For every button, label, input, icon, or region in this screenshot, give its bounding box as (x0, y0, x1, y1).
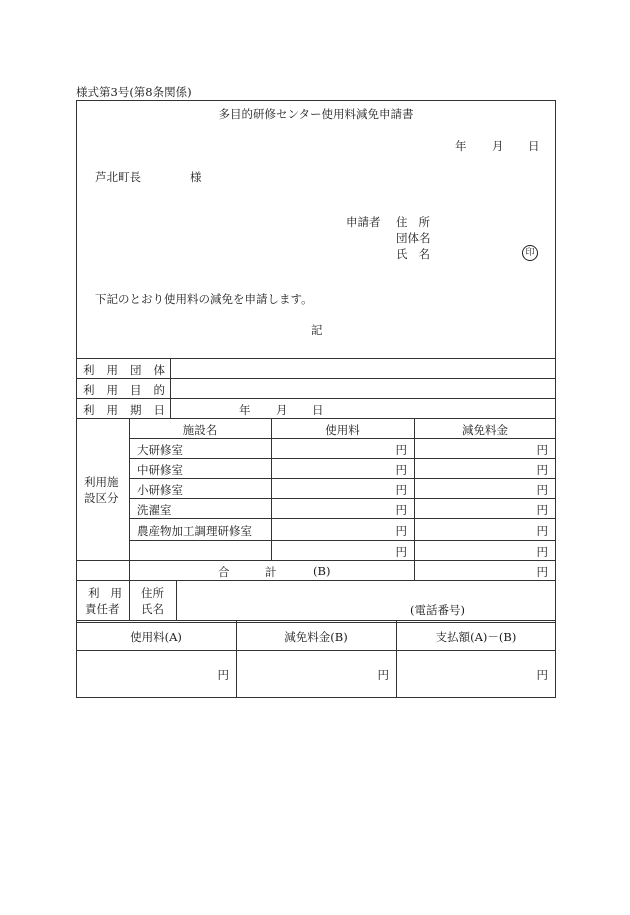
fee-unit: 円 (395, 545, 407, 559)
header-reduction: 減免料金 (462, 423, 508, 437)
facility-section-label: 利用施 設区分 (84, 475, 119, 505)
divider (129, 458, 556, 459)
facility-name: 洗濯室 (137, 503, 172, 517)
responsible-label-2: 責任者 (85, 602, 120, 616)
label-usage-group: 利 用 団 体 (83, 363, 165, 377)
period-year: 年 (239, 403, 251, 417)
period-day: 日 (312, 403, 324, 417)
divider (76, 650, 556, 651)
usage-group-field[interactable] (171, 359, 555, 378)
reduction-unit: 円 (536, 545, 548, 559)
summary-header-payment: 支払額(A)－(B) (435, 630, 517, 644)
applicant-role: 申請者 (346, 215, 381, 229)
reduction-unit: 円 (536, 483, 548, 497)
divider (129, 498, 556, 499)
ki-mark: 記 (311, 323, 323, 337)
header-facility-name: 施設名 (182, 423, 218, 437)
group-name-label: 団体名 (396, 231, 431, 245)
summary-reduction-unit: 円 (377, 668, 389, 682)
divider (129, 518, 556, 519)
form-number: 様式第3号(第8条関係) (76, 85, 192, 99)
addressee-name: 芦北町長 (95, 170, 141, 184)
total-label-2: 計 (265, 565, 277, 579)
col-divider (129, 580, 130, 620)
reduction-unit: 円 (536, 463, 548, 477)
divider (129, 540, 556, 541)
summary-fee-unit: 円 (217, 668, 229, 682)
summary-header-reduction: 減免料金(B) (284, 630, 348, 644)
col-divider (129, 418, 130, 580)
divider (76, 560, 556, 561)
responsible-address-label: 住所 (141, 586, 164, 600)
fee-unit: 円 (395, 443, 407, 457)
responsible-label-1: 利 用 (88, 586, 122, 600)
divider (76, 580, 556, 581)
reduction-unit: 円 (536, 503, 548, 517)
facility-name: 小研修室 (137, 483, 183, 497)
total-unit: 円 (536, 565, 548, 579)
form-title: 多目的研修センター使用料減免申請書 (218, 107, 414, 121)
divider (129, 438, 556, 439)
label-usage-date: 利 用 期 日 (83, 403, 165, 417)
date-month: 月 (492, 139, 504, 153)
double-divider (76, 620, 556, 623)
period-month: 月 (276, 403, 288, 417)
responsible-name-label: 氏名 (141, 602, 164, 616)
facility-name: 中研修室 (137, 463, 183, 477)
seal-mark: 印 (522, 245, 538, 261)
address-label: 住 所 (396, 215, 430, 229)
col-divider (176, 580, 177, 620)
reduction-unit: 円 (536, 443, 548, 457)
label-usage-purpose: 利 用 目 的 (83, 383, 165, 397)
reduction-unit: 円 (536, 524, 548, 538)
fee-unit: 円 (395, 503, 407, 517)
summary-payment-unit: 円 (536, 668, 548, 682)
header-fee: 使用料 (325, 423, 360, 437)
divider (129, 478, 556, 479)
date-day: 日 (528, 139, 540, 153)
statement-text: 下記のとおり使用料の減免を申請します。 (95, 292, 313, 306)
facility-name: 大研修室 (137, 443, 183, 457)
divider (76, 398, 556, 399)
addressee-honorific: 様 (190, 170, 202, 184)
summary-header-fee: 使用料(A) (130, 630, 182, 644)
divider (76, 418, 556, 419)
fee-unit: 円 (395, 524, 407, 538)
total-label-1: 合 (218, 565, 230, 579)
total-label-b: (B) (313, 564, 331, 578)
facility-name: 農産物加工調理研修室 (137, 524, 252, 538)
applicant-name-label: 氏 名 (396, 247, 430, 261)
date-year: 年 (455, 139, 467, 153)
usage-purpose-field[interactable] (171, 379, 555, 398)
phone-number-label: (電話番号) (410, 603, 465, 617)
fee-unit: 円 (395, 463, 407, 477)
fee-unit: 円 (395, 483, 407, 497)
